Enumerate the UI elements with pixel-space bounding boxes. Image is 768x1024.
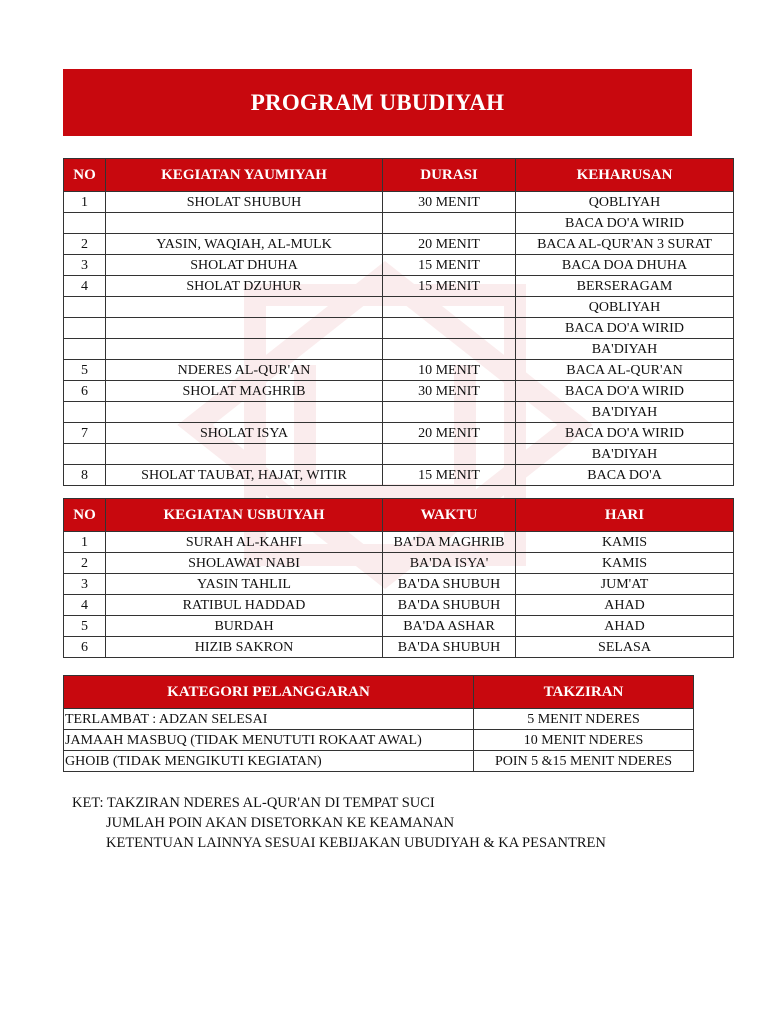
table-cell: 7	[64, 423, 106, 444]
table-cell: BA'DA SHUBUH	[383, 637, 516, 658]
table-row	[64, 637, 734, 658]
usbuiyah-table	[63, 498, 734, 658]
note-line	[72, 833, 606, 853]
table-cell: 15 MENIT	[383, 255, 516, 276]
table-row	[64, 709, 694, 730]
table-cell: KAMIS	[516, 553, 734, 574]
table-cell: 5	[64, 616, 106, 637]
table-cell: NDERES AL-QUR'AN	[106, 360, 383, 381]
table-cell: 1	[64, 532, 106, 553]
table-cell: 3	[64, 255, 106, 276]
table-cell	[383, 444, 516, 465]
header-takziran: TAKZIRAN	[474, 676, 694, 709]
notes	[72, 793, 606, 853]
header-kategori-pelanggaran: KATEGORI PELANGGARAN	[64, 676, 474, 709]
table-cell	[106, 318, 383, 339]
table-row	[64, 553, 734, 574]
note-prefix: KET:	[72, 795, 104, 811]
table-cell	[106, 213, 383, 234]
table-cell: BA'DA ASHAR	[383, 616, 516, 637]
table-cell	[106, 444, 383, 465]
table-row	[64, 423, 734, 444]
table-row	[64, 595, 734, 616]
table-cell: BACA AL-QUR'AN	[516, 360, 734, 381]
table-cell: 20 MENIT	[383, 423, 516, 444]
table-cell: YASIN, WAQIAH, AL-MULK	[106, 234, 383, 255]
table-cell: 6	[64, 381, 106, 402]
table-cell: BA'DIYAH	[516, 339, 734, 360]
table-cell: SHOLAT SHUBUH	[106, 192, 383, 213]
table-row	[64, 574, 734, 595]
yaumiyah-header-row	[64, 159, 734, 192]
table-cell: 4	[64, 276, 106, 297]
header-kegiatan-yaumiyah: KEGIATAN YAUMIYAH	[106, 159, 383, 192]
header-waktu: WAKTU	[383, 499, 516, 532]
table-cell: 2	[64, 553, 106, 574]
table-cell: 5 MENIT NDERES	[474, 709, 694, 730]
table-row	[64, 402, 734, 423]
yaumiyah-table	[63, 158, 734, 486]
table-cell	[64, 318, 106, 339]
table-cell	[383, 402, 516, 423]
table-row	[64, 192, 734, 213]
table-cell: SHOLAWAT NABI	[106, 553, 383, 574]
table-cell: BACA DO'A WIRID	[516, 423, 734, 444]
table-cell: 5	[64, 360, 106, 381]
table-cell: SHOLAT MAGHRIB	[106, 381, 383, 402]
usbuiyah-header-row	[64, 499, 734, 532]
table-cell: SHOLAT TAUBAT, HAJAT, WITIR	[106, 465, 383, 486]
header-no: NO	[64, 499, 106, 532]
table-cell: QOBLIYAH	[516, 297, 734, 318]
table-row	[64, 213, 734, 234]
table-cell: QOBLIYAH	[516, 192, 734, 213]
table-cell: HIZIB SAKRON	[106, 637, 383, 658]
table-cell: 2	[64, 234, 106, 255]
table-cell: SHOLAT ISYA	[106, 423, 383, 444]
table-cell: BA'DA ISYA'	[383, 553, 516, 574]
table-cell	[64, 339, 106, 360]
page-title: PROGRAM UBUDIYAH	[63, 69, 692, 136]
table-cell: 30 MENIT	[383, 192, 516, 213]
table-cell: 8	[64, 465, 106, 486]
table-cell	[64, 297, 106, 318]
table-cell: BACA DO'A WIRID	[516, 318, 734, 339]
header-keharusan: KEHARUSAN	[516, 159, 734, 192]
table-cell: AHAD	[516, 616, 734, 637]
table-cell	[383, 297, 516, 318]
header-kegiatan-usbuiyah: KEGIATAN USBUIYAH	[106, 499, 383, 532]
table-row	[64, 234, 734, 255]
table-row	[64, 444, 734, 465]
table-cell	[106, 339, 383, 360]
table-cell: SELASA	[516, 637, 734, 658]
note-line	[72, 793, 606, 813]
table-cell: 10 MENIT NDERES	[474, 730, 694, 751]
table-cell: BACA DO'A WIRID	[516, 381, 734, 402]
table-cell	[383, 213, 516, 234]
table-cell: 1	[64, 192, 106, 213]
table-cell: SHOLAT DZUHUR	[106, 276, 383, 297]
table-cell	[64, 213, 106, 234]
table-cell: 6	[64, 637, 106, 658]
table-cell: AHAD	[516, 595, 734, 616]
table-cell: 20 MENIT	[383, 234, 516, 255]
table-cell: BA'DIYAH	[516, 444, 734, 465]
table-cell: 15 MENIT	[383, 465, 516, 486]
table-cell: BA'DA SHUBUH	[383, 595, 516, 616]
table-row	[64, 318, 734, 339]
note-text: TAKZIRAN NDERES AL-QUR'AN DI TEMPAT SUCI	[106, 795, 435, 811]
table-cell: BA'DA SHUBUH	[383, 574, 516, 595]
table-row	[64, 751, 694, 772]
table-row	[64, 532, 734, 553]
table-cell: SHOLAT DHUHA	[106, 255, 383, 276]
table-cell: TERLAMBAT : ADZAN SELESAI	[64, 709, 474, 730]
note-text: JUMLAH POIN AKAN DISETORKAN KE KEAMANAN	[106, 815, 455, 831]
table-cell: SURAH AL-KAHFI	[106, 532, 383, 553]
table-row	[64, 255, 734, 276]
table-cell: BACA AL-QUR'AN 3 SURAT	[516, 234, 734, 255]
header-no: NO	[64, 159, 106, 192]
table-cell: BACA DO'A WIRID	[516, 213, 734, 234]
table-cell	[106, 297, 383, 318]
table-cell: RATIBUL HADDAD	[106, 595, 383, 616]
table-cell	[383, 339, 516, 360]
table-cell: JUM'AT	[516, 574, 734, 595]
table-row	[64, 465, 734, 486]
table-cell: BACA DOA DHUHA	[516, 255, 734, 276]
table-cell: BA'DA MAGHRIB	[383, 532, 516, 553]
table-row	[64, 297, 734, 318]
note-text: KETENTUAN LAINNYA SESUAI KEBIJAKAN UBUDIYAH & KA PESANTREN	[106, 835, 606, 851]
table-cell	[106, 402, 383, 423]
table-cell	[383, 318, 516, 339]
table-cell: KAMIS	[516, 532, 734, 553]
table-cell: JAMAAH MASBUQ (TIDAK MENUTUTI ROKAAT AWAL)	[64, 730, 474, 751]
table-cell: BA'DIYAH	[516, 402, 734, 423]
table-cell: 3	[64, 574, 106, 595]
pelanggaran-table	[63, 675, 694, 772]
table-cell: BERSERAGAM	[516, 276, 734, 297]
table-cell: 15 MENIT	[383, 276, 516, 297]
table-row	[64, 339, 734, 360]
header-durasi: DURASI	[383, 159, 516, 192]
table-cell: BURDAH	[106, 616, 383, 637]
table-cell: 10 MENIT	[383, 360, 516, 381]
header-hari: HARI	[516, 499, 734, 532]
table-row	[64, 276, 734, 297]
table-cell	[64, 402, 106, 423]
table-row	[64, 730, 694, 751]
table-cell	[64, 444, 106, 465]
table-row	[64, 616, 734, 637]
table-cell: POIN 5 &15 MENIT NDERES	[474, 751, 694, 772]
table-cell: 4	[64, 595, 106, 616]
table-cell: GHOIB (TIDAK MENGIKUTI KEGIATAN)	[64, 751, 474, 772]
table-row	[64, 360, 734, 381]
note-line	[72, 813, 606, 833]
table-cell: 30 MENIT	[383, 381, 516, 402]
table-cell: YASIN TAHLIL	[106, 574, 383, 595]
pelanggaran-header-row	[64, 676, 694, 709]
table-cell: BACA DO'A	[516, 465, 734, 486]
table-row	[64, 381, 734, 402]
